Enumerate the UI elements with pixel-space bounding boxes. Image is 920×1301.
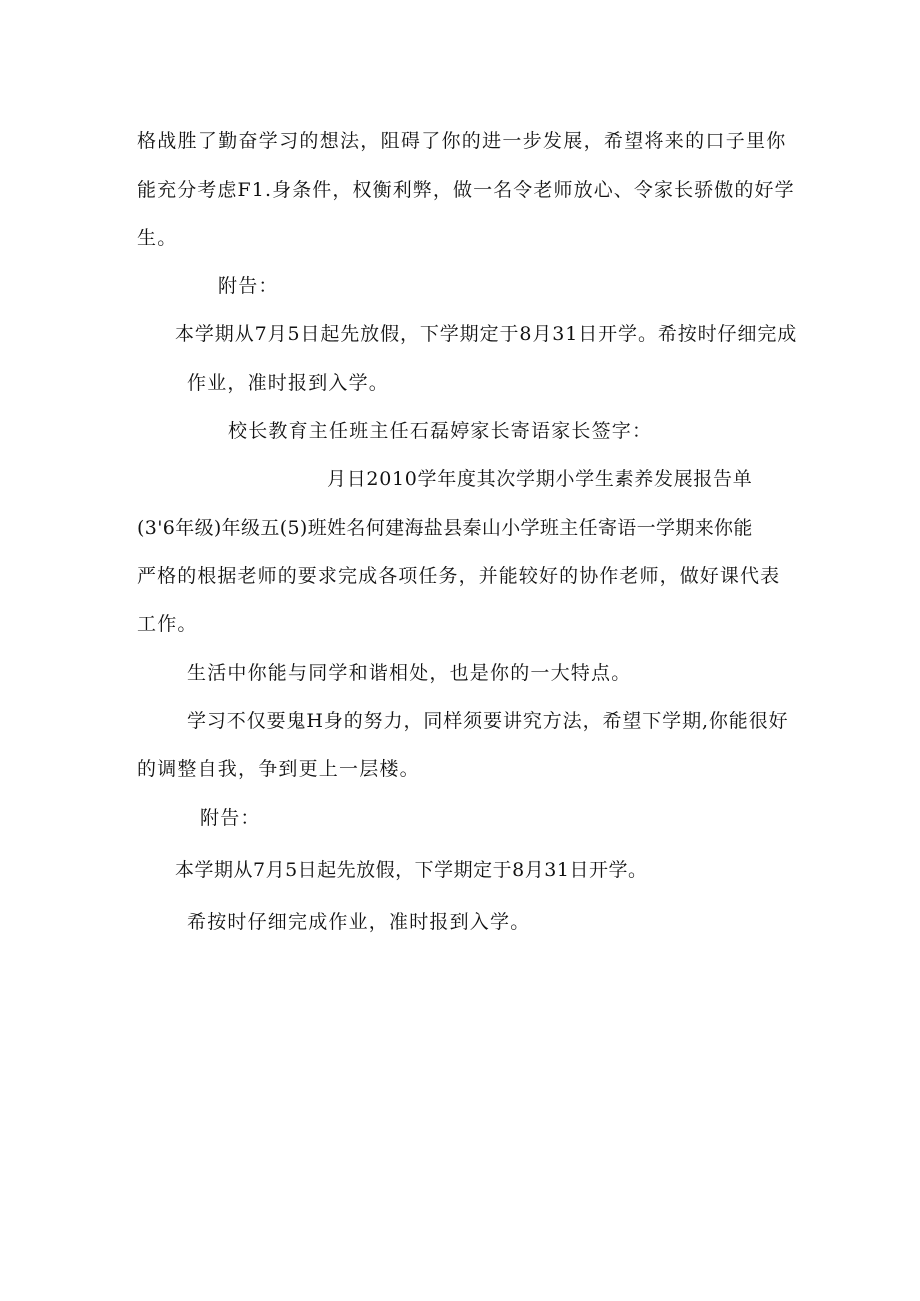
paragraph-line: 学习不仅要鬼H身的努力，同样须要讲究方法，希望下学期,你能很好: [187, 710, 789, 732]
report-title: 月日2010学年度其次学期小学生素养发展报告单: [327, 468, 753, 490]
paragraph-line: 严格的根据老师的要求完成各项任务，并能较好的协作老师，做好课代表: [137, 565, 781, 587]
paragraph-line: 工作。: [137, 613, 198, 635]
paragraph-line: 的调整自我，争到更上一层楼。: [137, 758, 420, 780]
paragraph-line: 希按时仔细完成作业，准时报到入学。: [187, 911, 531, 933]
paragraph-line: 生活中你能与同学和谐相处，也是你的一大特点。: [187, 662, 632, 684]
paragraph-line: 本学期从7月5日起先放假，下学期定于8月31日开学。: [175, 859, 648, 881]
notice-heading: 附告：: [218, 275, 279, 297]
paragraph-line: 生。: [137, 227, 178, 249]
notice-heading: 附告：: [200, 807, 261, 829]
paragraph-line: (3'6年级)年级五(5)班姓名何建海盐县秦山小学班主任寄语一学期来你能: [137, 517, 753, 539]
paragraph-line: 作业，准时报到入学。: [187, 372, 390, 394]
paragraph-line: 格战胜了勤奋学习的想法，阻碍了你的进一步发展，希望将来的口子里你: [137, 130, 787, 152]
paragraph-line: 本学期从7月5日起先放假，下学期定于8月31日开学。希按时仔细完成: [175, 323, 798, 345]
paragraph-line: 能充分考虑F1.身条件，权衡利弊，做一名令老师放心、令家长骄傲的好学: [137, 179, 795, 201]
signature-line: 校长教育主任班主任石磊婷家长寄语家长签字：: [228, 420, 653, 442]
